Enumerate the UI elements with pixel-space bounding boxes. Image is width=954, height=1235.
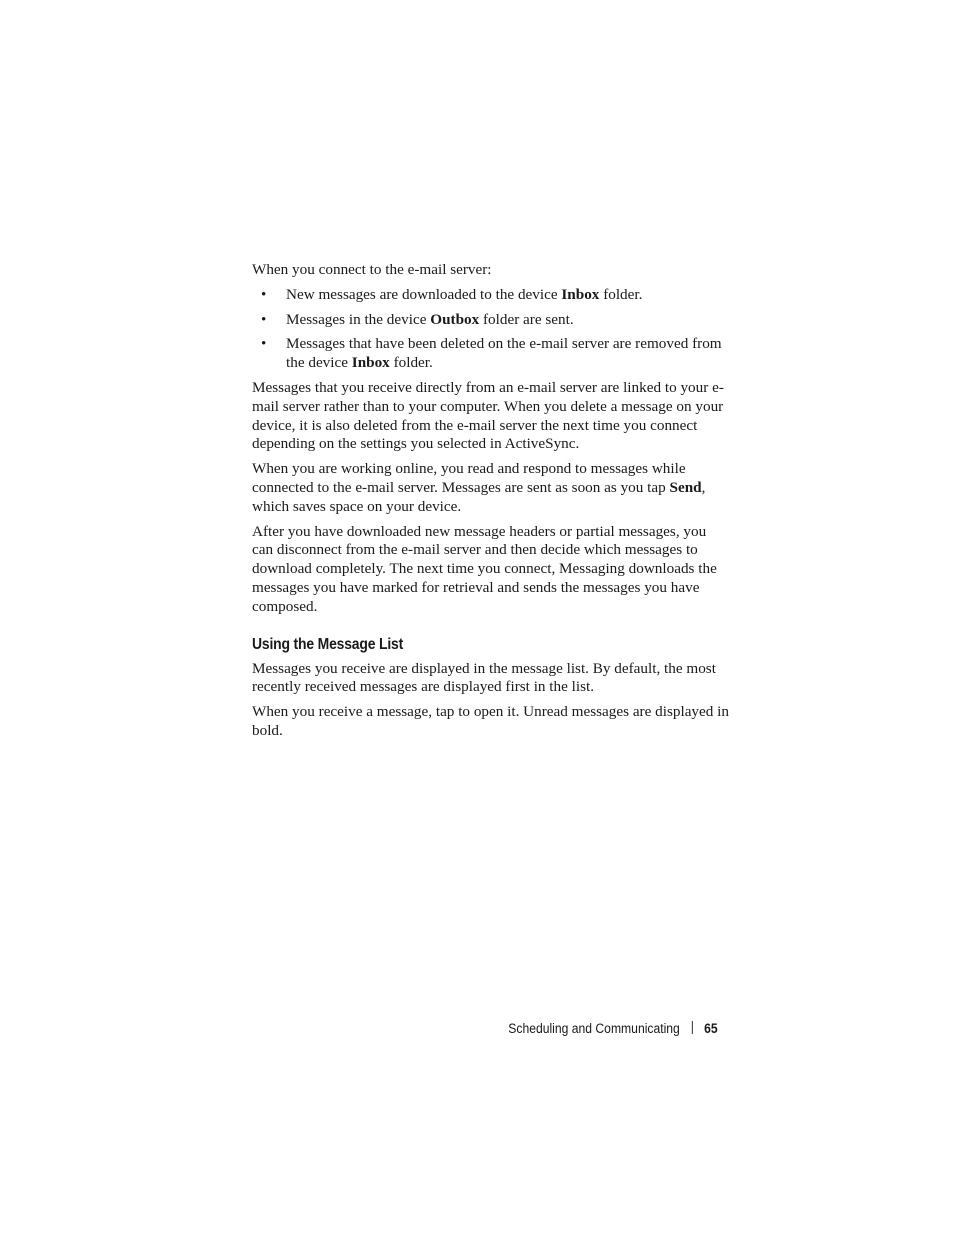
list-item-text: Messages in the device	[286, 310, 431, 328]
list-item	[252, 286, 730, 305]
bullet-marker: •	[261, 335, 267, 353]
inbox-folder-name: Inbox	[561, 285, 600, 303]
outbox-folder-name: Outbox	[430, 310, 480, 328]
bullet-marker: •	[261, 310, 267, 328]
page-number: 65	[704, 1021, 718, 1036]
page-footer	[509, 1020, 718, 1038]
offline-download-paragraph: After you have downloaded new message headers or partial messages, you can disconnect from the e-mail server and then decide which messages to download completely. The next time you connect, Messaging downloads the messages you have marked for retrieval and sends the messages you have composed.	[252, 522, 717, 615]
paragraph-text: When you are working online, you read and respond to messages while connected to the e-mail server. Messages are sent as soon as you tap	[252, 460, 686, 496]
list-item-text: Messages that have been deleted on the e-mail server are removed from the device	[286, 335, 722, 372]
bullet-marker: •	[261, 285, 267, 303]
message-list-paragraph: Messages you receive are displayed in the message list. By default, the most recently received messages are displayed first in the list.	[252, 659, 716, 696]
section-heading: Using the Message List	[252, 635, 404, 653]
paragraph-text-end: , which saves space on your device.	[252, 478, 706, 515]
footer-divider	[692, 1021, 693, 1034]
list-item-text: New messages are downloaded to the device	[286, 285, 562, 303]
linked-messages-paragraph: Messages that you receive directly from an e-mail server are linked to your e-mail server rather than to your computer. When you delete a message on your device, it is also deleted from the e-mail server the next time you connect depending on the settings you selected in ActiveSync.	[252, 378, 724, 453]
list-item	[252, 335, 730, 373]
list-item-text-end: folder are sent.	[479, 310, 574, 328]
list-item-text-end: folder.	[389, 354, 433, 372]
page-body	[252, 261, 730, 747]
connect-results-list	[252, 286, 730, 373]
list-item	[252, 311, 730, 330]
unread-messages-paragraph: When you receive a message, tap to open it. Unread messages are displayed in bold.	[252, 703, 729, 739]
working-online-paragraph	[252, 460, 730, 516]
chapter-title: Scheduling and Communicating	[508, 1021, 681, 1036]
send-command-name: Send	[669, 478, 702, 496]
list-item-text-end: folder.	[599, 285, 643, 303]
intro-paragraph: When you connect to the e-mail server:	[252, 261, 492, 278]
inbox-folder-name: Inbox	[351, 354, 390, 372]
